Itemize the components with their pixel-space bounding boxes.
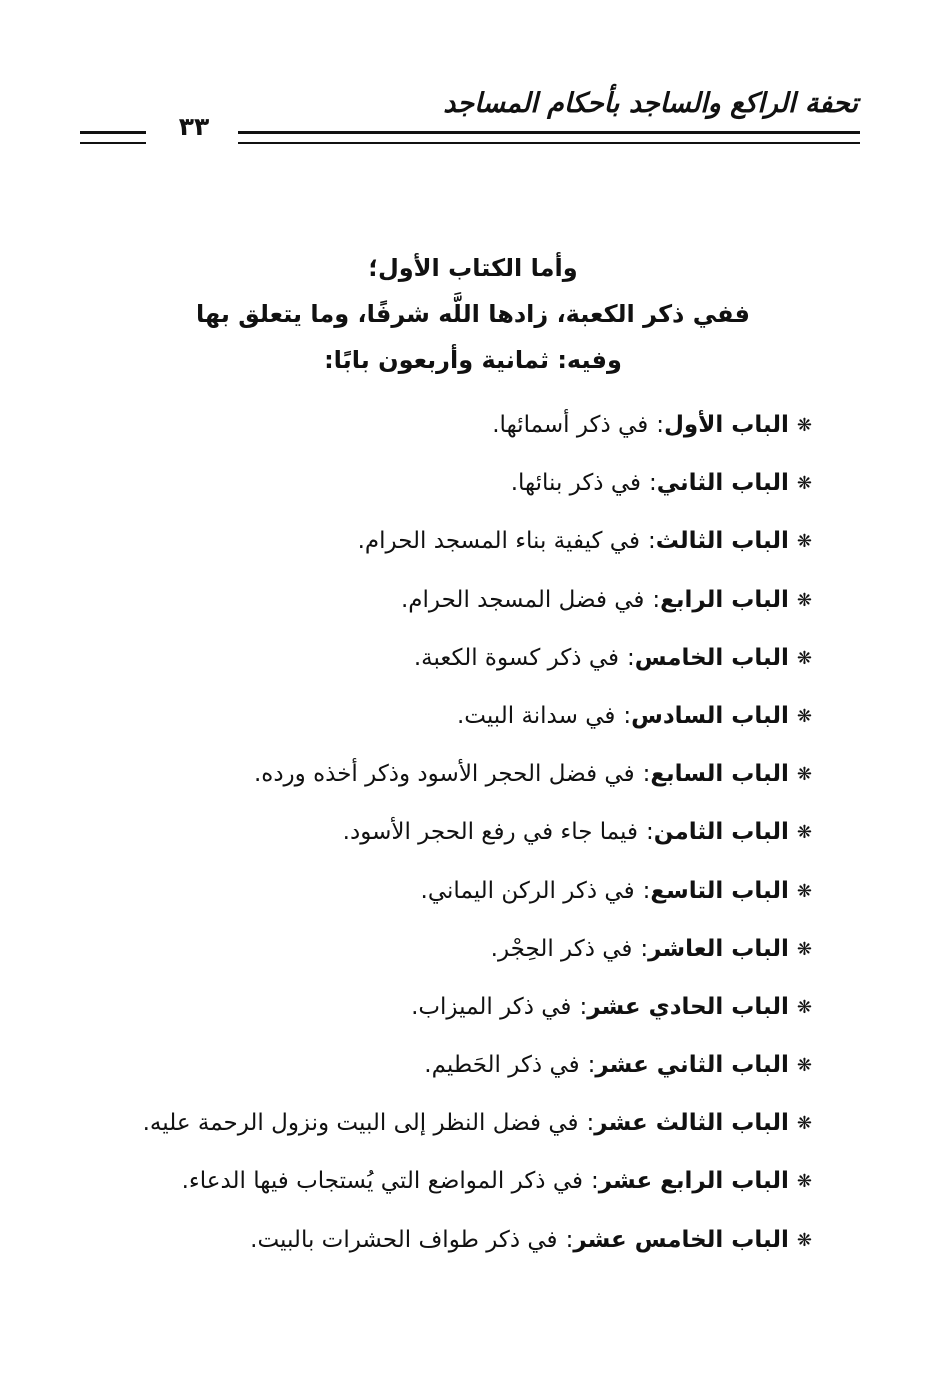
- asterism-icon: ❋: [796, 589, 812, 611]
- heading-line-3: وفيه: ثمانية وأربعون بابًا:: [324, 346, 622, 374]
- asterism-icon: ❋: [796, 1113, 812, 1135]
- chapter-text: في ذكر الركن اليماني.: [420, 877, 635, 904]
- chapter-text: في ذكر الحَطيم.: [424, 1052, 580, 1079]
- chapter-text: في ذكر أسمائها.: [492, 412, 649, 438]
- chapter-text: في كيفية بناء المسجد الحرام.: [357, 528, 640, 555]
- chapter-item: ❋الباب السادس:في سدانة البيت.: [72, 691, 812, 749]
- chapter-name: الباب الخامس عشر: [573, 1226, 789, 1253]
- chapter-item: ❋الباب الأول:في ذكر أسمائها.: [72, 400, 812, 458]
- chapter-item: ❋الباب السابع:في فضل الحجر الأسود وذكر أخذه ورده.: [72, 749, 812, 807]
- chapter-text: في ذكر الحِجْر.: [490, 935, 633, 962]
- asterism-icon: ❋: [796, 996, 812, 1018]
- chapter-item: ❋الباب الخامس عشر:في ذكر طواف الحشرات بالبيت.: [72, 1215, 812, 1273]
- chapter-name: الباب الرابع عشر: [598, 1168, 789, 1195]
- section-heading: [100, 245, 846, 383]
- chapter-text: في فضل النظر إلى البيت ونزول الرحمة عليه.: [142, 1110, 579, 1137]
- asterism-icon: ❋: [796, 764, 812, 786]
- chapter-name: الباب الثالث: [655, 528, 789, 555]
- chapter-name: الباب الرابع: [660, 586, 789, 613]
- heading-line-1: وأما الكتاب الأول؛: [368, 254, 578, 282]
- asterism-icon: ❋: [796, 1229, 812, 1251]
- header-rule-left: [80, 131, 146, 144]
- asterism-icon: ❋: [796, 415, 812, 436]
- chapter-name: الباب الثالث عشر: [594, 1110, 789, 1137]
- chapter-item: ❋الباب الثاني عشر:في ذكر الحَطيم.: [72, 1040, 812, 1098]
- chapter-name: الباب الثاني: [656, 470, 789, 497]
- chapter-text: في فضل المسجد الحرام.: [400, 586, 645, 613]
- chapter-item: ❋الباب الرابع:في فضل المسجد الحرام.: [72, 575, 812, 633]
- chapter-text: في سدانة البيت.: [456, 702, 616, 729]
- chapter-text: في ذكر الميزاب.: [411, 993, 572, 1020]
- chapter-item: ❋الباب الثاني:في ذكر بنائها.: [72, 458, 812, 516]
- chapter-name: الباب التاسع: [650, 877, 789, 904]
- asterism-icon: ❋: [796, 880, 812, 902]
- chapter-name: الباب العاشر: [648, 935, 789, 962]
- asterism-icon: ❋: [796, 531, 812, 553]
- chapter-text: فيما جاء في رفع الحجر الأسود.: [342, 819, 638, 846]
- header-rule-right: [238, 131, 860, 144]
- chapter-item: ❋الباب الثامن:فيما جاء في رفع الحجر الأسود.: [72, 807, 812, 865]
- page-number: ٣٣: [178, 112, 210, 141]
- chapter-text: في ذكر المواضع التي يُستجاب فيها الدعاء.: [181, 1168, 583, 1195]
- chapter-name: الباب الخامس: [634, 644, 789, 671]
- chapter-text: في ذكر طواف الحشرات بالبيت.: [250, 1226, 558, 1253]
- chapter-item: ❋الباب الخامس:في ذكر كسوة الكعبة.: [72, 633, 812, 691]
- chapter-item: ❋الباب التاسع:في ذكر الركن اليماني.: [72, 866, 812, 924]
- chapter-text: في ذكر كسوة الكعبة.: [413, 644, 619, 671]
- chapter-item: ❋الباب الرابع عشر:في ذكر المواضع التي يُستجاب فيها الدعاء.: [72, 1156, 812, 1214]
- chapter-name: الباب السادس: [631, 702, 789, 729]
- running-title: تحفة الراكع والساجد بأحكام المساجد: [443, 88, 858, 119]
- chapter-item: ❋الباب الثالث عشر:في فضل النظر إلى البيت ونزول الرحمة عليه.: [72, 1098, 812, 1156]
- chapter-name: الباب الثاني عشر: [595, 1052, 789, 1079]
- asterism-icon: ❋: [796, 705, 812, 727]
- asterism-icon: ❋: [796, 938, 812, 960]
- chapter-text: في فضل الحجر الأسود وذكر أخذه ورده.: [253, 761, 635, 788]
- chapter-item: ❋الباب الثالث:في كيفية بناء المسجد الحرام.: [72, 516, 812, 574]
- asterism-icon: ❋: [796, 473, 812, 495]
- chapter-name: الباب الأول: [663, 412, 789, 438]
- asterism-icon: ❋: [796, 822, 812, 844]
- asterism-icon: ❋: [796, 1055, 812, 1077]
- chapter-item: ❋الباب العاشر:في ذكر الحِجْر.: [72, 924, 812, 982]
- asterism-icon: ❋: [796, 1171, 812, 1193]
- chapter-item: ❋الباب الحادي عشر:في ذكر الميزاب.: [72, 982, 812, 1040]
- heading-line-2: ففي ذكر الكعبة، زادها اللَّه شرفًا، وما يتعلق بها: [196, 300, 750, 328]
- chapter-name: الباب الثامن: [653, 819, 789, 846]
- chapter-name: الباب الحادي عشر: [587, 993, 789, 1020]
- asterism-icon: ❋: [796, 647, 812, 669]
- chapter-name: الباب السابع: [650, 761, 789, 788]
- chapter-text: في ذكر بنائها.: [510, 470, 642, 497]
- chapter-list: [72, 400, 812, 1273]
